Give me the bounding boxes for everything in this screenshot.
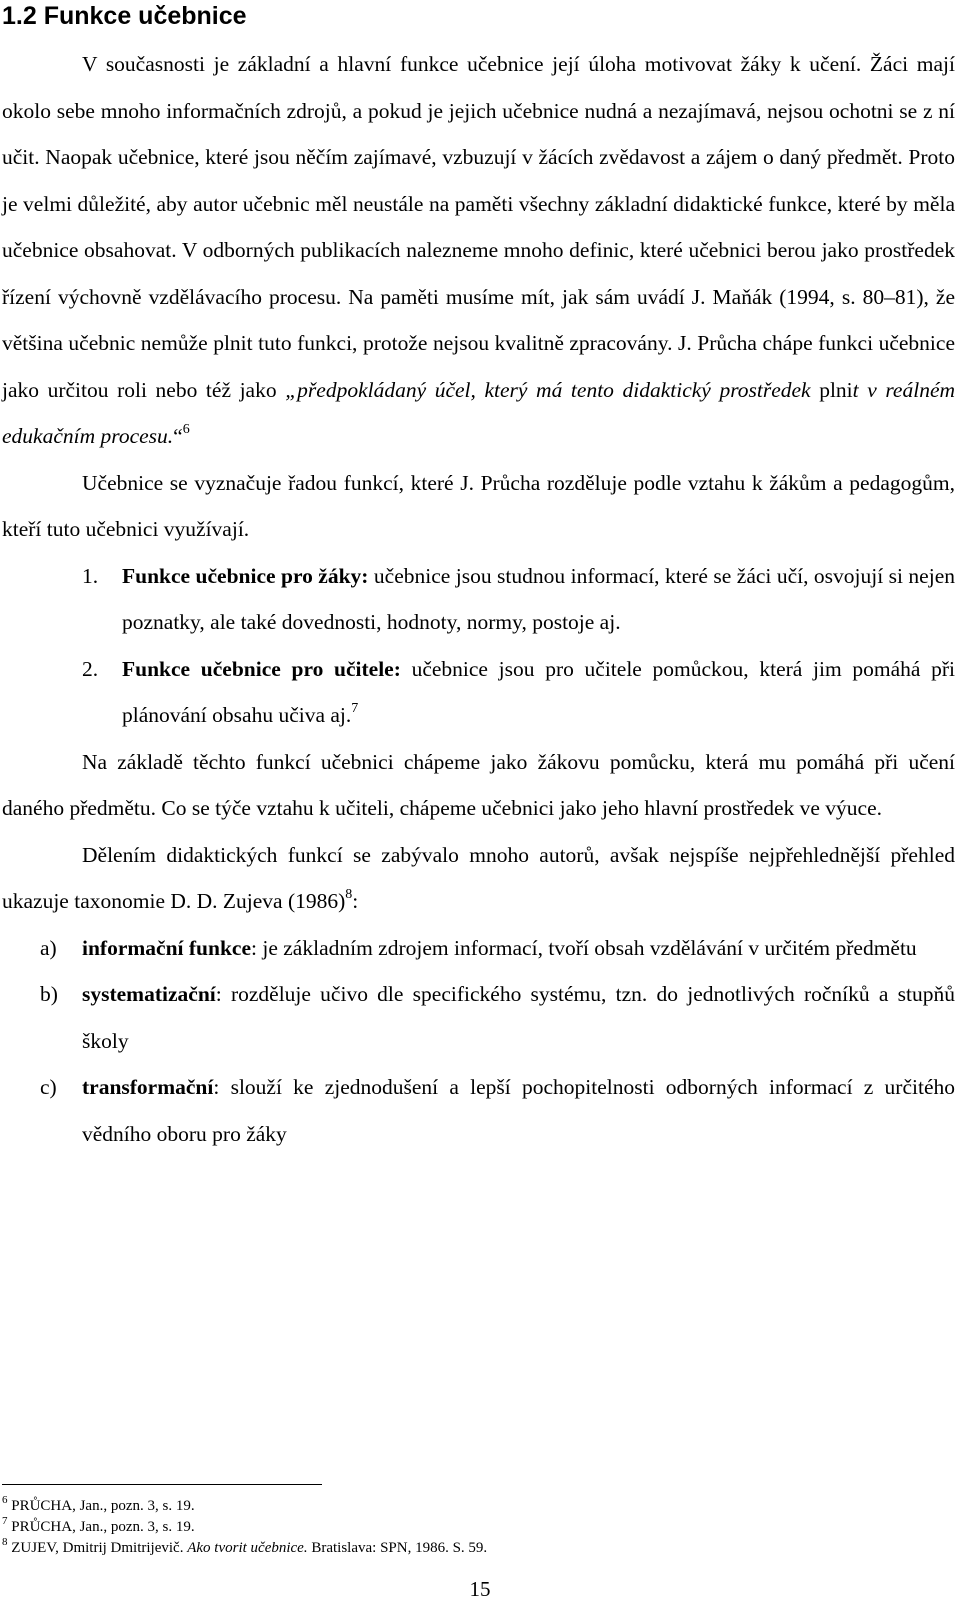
paragraph-4-text: Dělením didaktických funkcí se zabývalo mnoho autorů, avšak nejspíše nejpřehlednější přehled ukazuje taxonomie D. D. Zujeva (1986) bbox=[2, 842, 955, 913]
paragraph-2: Učebnice se vyznačuje řadou funkcí, které J. Průcha rozděluje podle vztahu k žákům a pedagogům, kteří tuto učebnici využívají. bbox=[2, 470, 955, 541]
list-item-label: Funkce učebnice pro žáky: bbox=[122, 563, 369, 588]
footnote-text: ZUJEV, Dmitrij Dmitrijevič. bbox=[11, 1540, 184, 1556]
footnote-text: PRŮCHA, Jan., pozn. 3, s. 19. bbox=[11, 1498, 195, 1514]
footnote-ref-7: 7 bbox=[351, 700, 359, 716]
list-item bbox=[2, 925, 955, 972]
page-number: 15 bbox=[469, 1577, 491, 1601]
list-item-label: transformační bbox=[82, 1075, 214, 1099]
closing-quote: “ bbox=[173, 424, 183, 448]
body-text bbox=[2, 41, 955, 1157]
paragraph-1-text-b: plni bbox=[810, 377, 853, 402]
footnote-number: 6 bbox=[2, 1494, 8, 1506]
list-number: 2. bbox=[82, 656, 99, 681]
paragraph-3: Na základě těchto funkcí učebnici chápeme jako žákovu pomůcku, která mu pomáhá při učení daného předmětu. Co se týče vztahu k učiteli, chápeme učebnici jako jeho hlavní prostředek ve výuce. bbox=[2, 749, 955, 820]
paragraph-1 bbox=[2, 41, 955, 460]
list-item-body: : slouží ke zjednodušení a lepší pochopitelnosti odborných informací z určitého vědního oboru pro žáky bbox=[82, 1075, 955, 1146]
footnote-6 bbox=[2, 1496, 487, 1517]
list-item-body: : rozděluje učivo dle specifického systému, tzn. do jednotlivých ročníků a stupňů školy bbox=[82, 982, 955, 1053]
footnote-ref-6: 6 bbox=[182, 421, 190, 437]
paragraph-1-text: V současnosti je základní a hlavní funkce učebnice její úloha motivovat žáky k učení. Žáci mají okolo sebe mnoho informačních zdrojů, a pokud je jejich učebnice nudná a nezajímavá, nejsou ochotni se z ní učit. Naopak učebnice, které jsou něčím zajímavé, vzbuzují v žácích zvědavost a zájem o daný předmět. Proto je velmi důležité, aby autor učebnic měl neustále na paměti všechny základní didaktické funkce, které by měla učebnice obsahovat. V odborných publikacích nalezneme mnoho definic, které učebnici berou jako prostředek řízení výchovně vzdělávacího procesu. Na paměti musíme mít, jak sám uvádí J. Maňák (1994, s. 80–81), že většina učebnic nemůže plnit tuto funkci, protože nejsou kvalitně zpracovány. J. Průcha chápe funkci učebnice jako určitou roli nebo též jako bbox=[2, 52, 955, 402]
paragraph-4-tail: : bbox=[352, 889, 359, 913]
list-item-body: učebnice jsou studnou informací, které se žáci učí, osvojují si nejen poznatky, ale také dovednosti, hodnoty, normy, postoje aj. bbox=[122, 563, 955, 634]
paragraph-4 bbox=[2, 832, 955, 925]
list-item-text bbox=[82, 971, 955, 1064]
footnote-separator bbox=[2, 1484, 322, 1485]
quote-part-1: „předpokládaný účel, který má tento didaktický prostředek bbox=[285, 377, 811, 402]
list-item bbox=[2, 646, 955, 739]
footnote-tail: Bratislava: SPN, 1986. S. 59. bbox=[311, 1540, 488, 1556]
footnote-number: 8 bbox=[2, 1536, 8, 1548]
list-item-text bbox=[82, 925, 955, 972]
footnote-8 bbox=[2, 1538, 487, 1559]
footnote-text: PRŮCHA, Jan., pozn. 3, s. 19. bbox=[11, 1519, 195, 1535]
list-marker: a) bbox=[40, 935, 57, 960]
list-item-label: systematizační bbox=[82, 982, 216, 1006]
footnote-ref-8: 8 bbox=[345, 886, 353, 902]
list-item-label: Funkce učebnice pro učitele: bbox=[122, 656, 401, 681]
quote-part-2: t v reálném edukačním procesu. bbox=[2, 377, 956, 448]
list-item bbox=[2, 971, 955, 1064]
list-item-label: informační funkce bbox=[82, 935, 252, 960]
footnotes bbox=[2, 1496, 487, 1559]
footnote-title: Ako tvorit učebnice. bbox=[187, 1540, 308, 1556]
list-marker: c) bbox=[40, 1075, 57, 1099]
list-item-text bbox=[122, 646, 955, 739]
list-number: 1. bbox=[82, 563, 99, 588]
list-item-text bbox=[82, 1064, 955, 1157]
list-item bbox=[2, 553, 955, 646]
list-marker: b) bbox=[40, 982, 58, 1006]
section-heading: 1.2 Funkce učebnice bbox=[2, 2, 247, 30]
footnote-7 bbox=[2, 1517, 487, 1538]
footnote-number: 7 bbox=[2, 1515, 8, 1527]
list-item-text bbox=[122, 553, 955, 646]
list-item bbox=[2, 1064, 955, 1157]
list-item-body: : je základním zdrojem informací, tvoří obsah vzdělávání v určitém předmětu bbox=[251, 935, 917, 960]
list-item-body: učebnice jsou pro učitele pomůckou, která jim pomáhá při plánování obsahu učiva aj. bbox=[122, 656, 955, 727]
